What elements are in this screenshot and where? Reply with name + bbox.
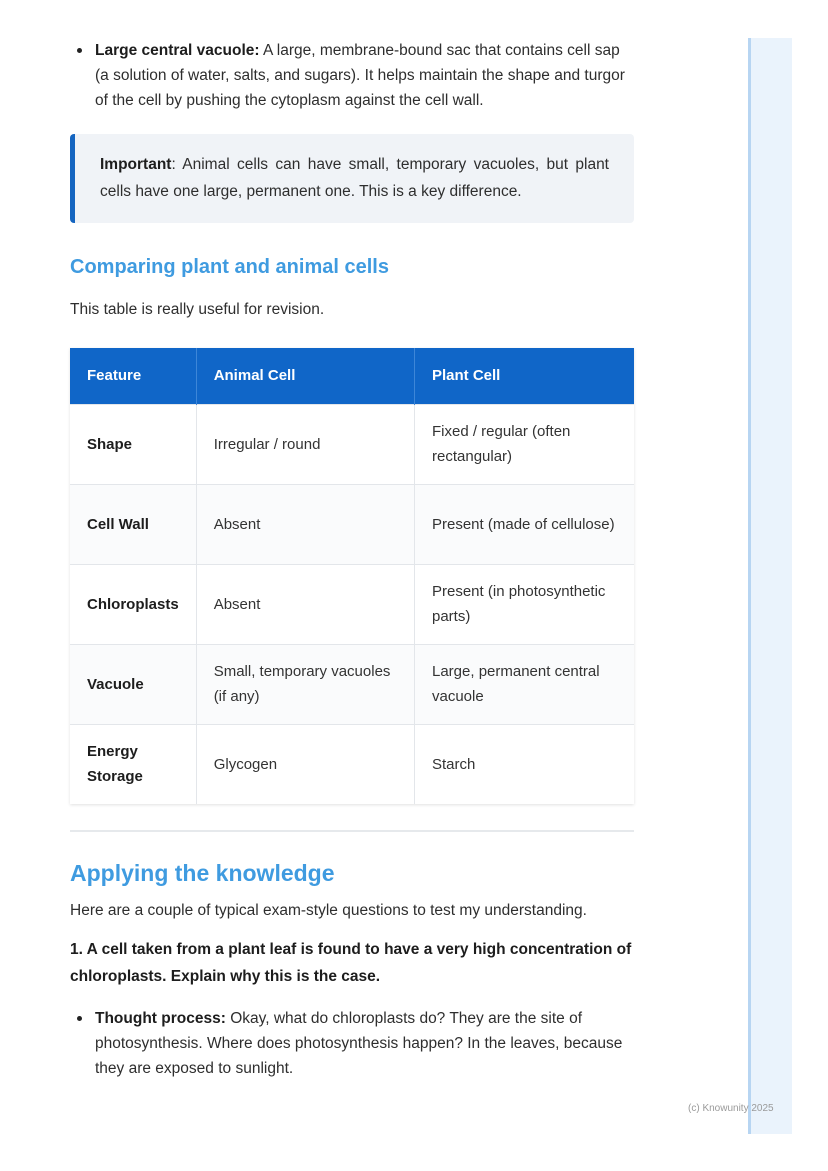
vacuole-bullet bbox=[70, 38, 634, 113]
row-feature: Chloroplasts bbox=[70, 564, 196, 644]
side-margin-rule bbox=[748, 38, 751, 1134]
row-animal: Glycogen bbox=[196, 724, 414, 804]
thought-text: Okay, what do chloroplasts do? They are the site of photosynthesis. Where does photosynthesis happen? In the leaves, because they are exposed to sunlight. bbox=[95, 1010, 623, 1077]
row-animal: Absent bbox=[196, 564, 414, 644]
row-feature: Cell Wall bbox=[70, 484, 196, 564]
side-margin-panel bbox=[748, 38, 792, 1134]
header-animal-cell: Animal Cell bbox=[196, 348, 414, 404]
row-feature: Vacuole bbox=[70, 644, 196, 724]
row-plant: Large, permanent central vacuole bbox=[415, 644, 635, 724]
table-row bbox=[70, 404, 634, 484]
row-plant: Starch bbox=[415, 724, 635, 804]
thought-term: Thought process: bbox=[95, 1010, 226, 1027]
important-callout bbox=[70, 134, 634, 223]
table-row bbox=[70, 644, 634, 724]
callout-text: : Animal cells can have small, temporary vacuoles, but plant cells have one large, permanent one. This is a key difference. bbox=[100, 156, 609, 200]
table-row bbox=[70, 484, 634, 564]
applying-heading: Applying the knowledge bbox=[70, 860, 335, 886]
table-header-row bbox=[70, 348, 634, 404]
row-feature: Energy Storage bbox=[70, 724, 196, 804]
row-animal: Small, temporary vacuoles (if any) bbox=[196, 644, 414, 724]
compare-intro: This table is really useful for revision. bbox=[70, 301, 325, 318]
row-animal: Absent bbox=[196, 484, 414, 564]
vacuole-text: A large, membrane-bound sac that contains cell sap (a solution of water, salts, and sugars). It helps maintain the shape and turgor of the cell by pushing the cytoplasm against the cell wall. bbox=[95, 42, 625, 109]
compare-heading: Comparing plant and animal cells bbox=[70, 256, 389, 278]
row-plant: Present (made of cellulose) bbox=[415, 484, 635, 564]
row-plant: Present (in photosynthetic parts) bbox=[415, 564, 635, 644]
comparison-table bbox=[70, 348, 634, 804]
row-animal: Irregular / round bbox=[196, 404, 414, 484]
row-feature: Shape bbox=[70, 404, 196, 484]
row-plant: Fixed / regular (often rectangular) bbox=[415, 404, 635, 484]
section-divider bbox=[70, 830, 634, 832]
header-feature: Feature bbox=[70, 348, 196, 404]
vacuole-term: Large central vacuole: bbox=[95, 42, 260, 59]
applying-intro: Here are a couple of typical exam-style questions to test my understanding. bbox=[70, 902, 587, 919]
header-plant-cell: Plant Cell bbox=[415, 348, 635, 404]
table-row bbox=[70, 564, 634, 644]
thought-process-bullet bbox=[70, 1006, 634, 1081]
main-content bbox=[70, 38, 634, 1081]
table-row bbox=[70, 724, 634, 804]
copyright-footer: (c) Knowunity 2025 bbox=[688, 1103, 774, 1114]
callout-label: Important bbox=[100, 156, 172, 173]
exam-question: 1. A cell taken from a plant leaf is found to have a very high concentration of chloroplasts. Explain why this is the case. bbox=[70, 941, 632, 985]
